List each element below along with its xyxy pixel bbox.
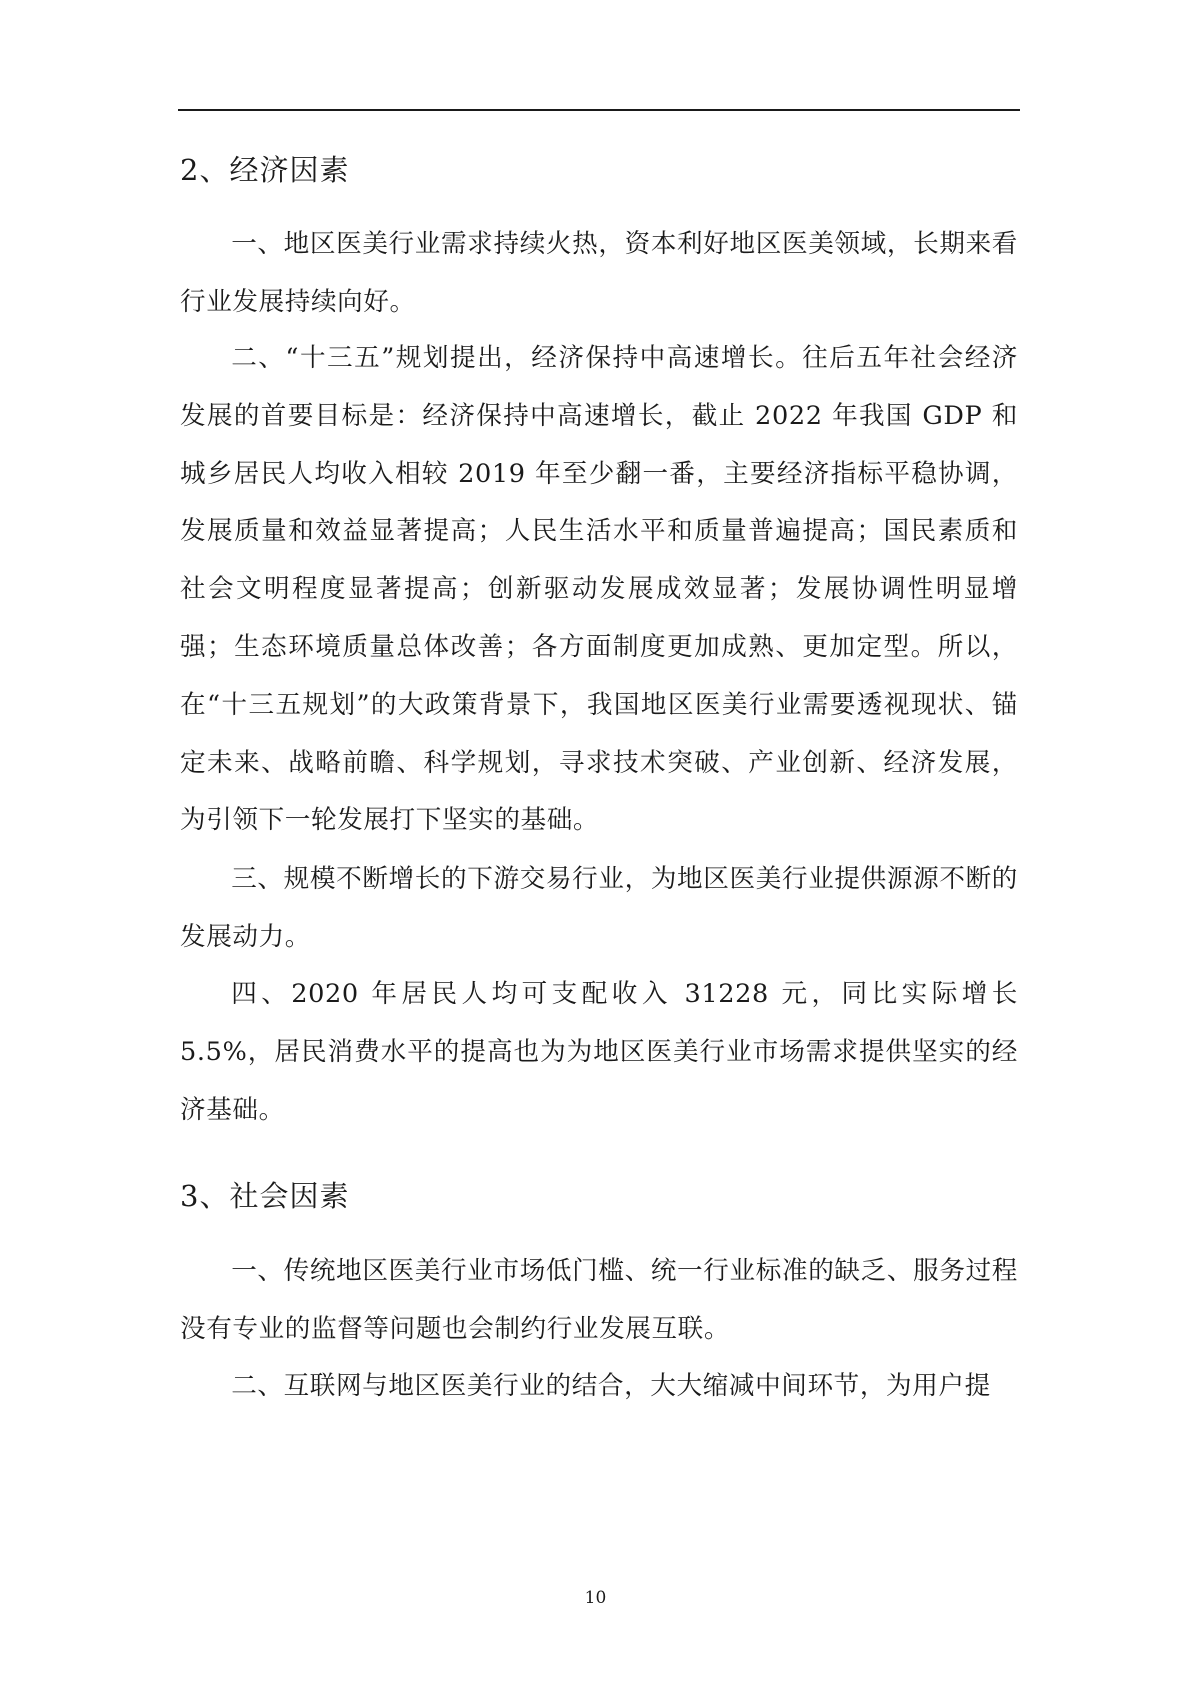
section-heading-economic: 2、经济因素 xyxy=(180,153,350,187)
paragraph-economic-1: 一、地区医美行业需求持续火热，资本利好地区医美领域，长期来看行业发展持续向好。 xyxy=(180,229,1018,317)
paragraph-economic-3: 三、规模不断增长的下游交易行业，为地区医美行业提供源源不断的发展动力。 xyxy=(180,864,1018,952)
section-heading-social: 3、社会因素 xyxy=(180,1179,350,1213)
paragraph-social-1: 一、传统地区医美行业市场低门槛、统一行业标准的缺乏、服务过程没有专业的监督等问题也会制约行业发展互联。 xyxy=(180,1256,1018,1344)
page-number: 10 xyxy=(584,1588,607,1608)
paragraph-economic-2: 二、“十三五”规划提出，经济保持中高速增长。往后五年社会经济发展的首要目标是：经济保持中高速增长，截止 2022 年我国 GDP 和城乡居民人均收入相较 2019 年至少翻一番，主要经济指标平稳协调，发展质量和效益显著提高；人民生活水平和质量普遍提高；国民素质和社会文明程度显著提高；创新驱动发展成效显著；发展协调性明显增强；生态环境质量总体改善；各方面制度更加成熟、更加定型。所以，在“十三五规划”的大政策背景下，我国地区医美行业需要透视现状、锚定未来、战略前瞻、科学规划，寻求技术突破、产业创新、经济发展，为引领下一轮发展打下坚实的基础。 xyxy=(180,343,1018,836)
paragraph-social-2: 二、互联网与地区医美行业的结合，大大缩减中间环节，为用户提 xyxy=(231,1371,991,1401)
header-rule xyxy=(178,109,1020,111)
paragraph-economic-4: 四、2020 年居民人均可支配收入 31228 元，同比实际增长 5.5%，居民消费水平的提高也为为地区医美行业市场需求提供坚实的经济基础。 xyxy=(180,979,1018,1125)
